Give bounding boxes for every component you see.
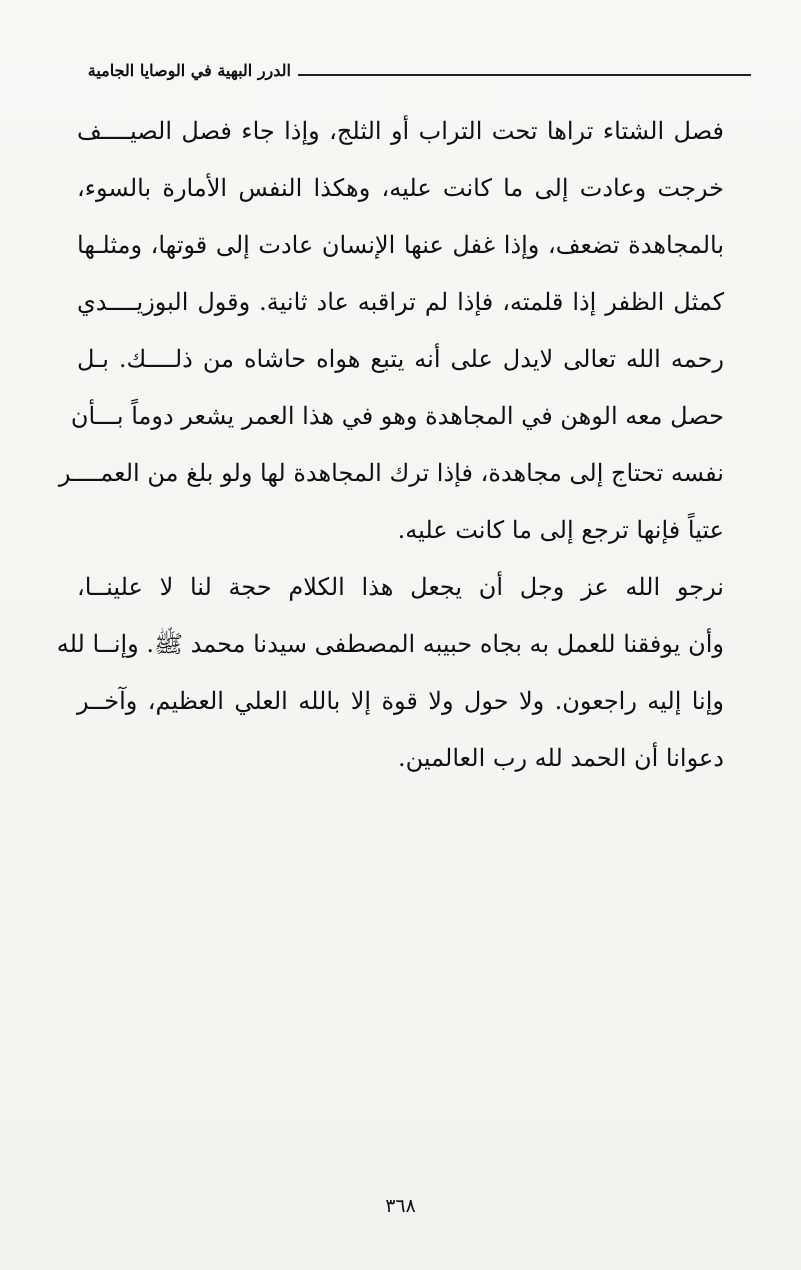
header-title: الدرر البهية في الوصايا الجامية bbox=[87, 61, 291, 80]
page-number: ٣٦٨ bbox=[385, 1195, 416, 1217]
text-line: نرجو الله عز وجل أن يجعل هذا الكلام حجة لنا لا علينــا، bbox=[77, 573, 724, 601]
body-text bbox=[56, 103, 724, 787]
text-line: فصل الشتاء تراها تحت التراب أو الثلج، وإذا جاء فصل الصيــــف bbox=[77, 117, 724, 145]
text-line: وإنا إليه راجعون. ولا حول ولا قوة إلا بالله العلي العظيم، وآخــر bbox=[77, 687, 724, 715]
text-line: عتياً فإنها ترجع إلى ما كانت عليه. bbox=[397, 516, 724, 544]
text-line: خرجت وعادت إلى ما كانت عليه، وهكذا النفس الأمارة بالسوء، bbox=[77, 174, 724, 202]
text-line: بالمجاهدة تضعف، وإذا غفل عنها الإنسان عادت إلى قوتها، ومثلـها bbox=[77, 231, 724, 259]
text-line: رحمه الله تعالى لايدل على أنه يتبع هواه حاشاه من ذلــــك. بـل bbox=[77, 345, 724, 373]
text-line: حصل معه الوهن في المجاهدة وهو في هذا العمر يشعر دوماً بـــأن bbox=[70, 402, 724, 430]
text-line: وأن يوفقنا للعمل به بجاه حبيبه المصطفى سيدنا محمد ﷺ. وإنــا لله bbox=[56, 630, 724, 658]
running-header bbox=[86, 61, 751, 86]
text-line: دعوانا أن الحمد لله رب العالمين. bbox=[398, 744, 724, 772]
text-line: كمثل الظفر إذا قلمته، فإذا لم تراقبه عاد ثانية. وقول البوزيــــدي bbox=[77, 288, 724, 316]
header-rule bbox=[298, 74, 751, 76]
text-line: نفسه تحتاج إلى مجاهدة، فإذا ترك المجاهدة لها ولو بلغ من العمــــر bbox=[58, 459, 724, 487]
